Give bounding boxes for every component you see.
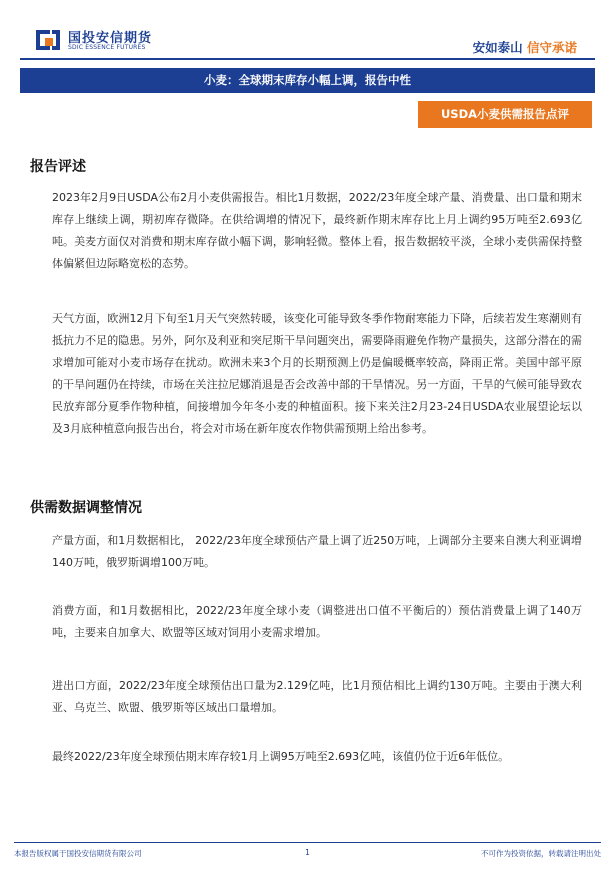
footer-divider: [14, 842, 601, 843]
adjustment-paragraph-trade: 进出口方面，2022/23年度全球预估出口量为2.129亿吨，比1月预估相比上调约130万吨。主要由于澳大利亚、乌克兰、欧盟、俄罗斯等区域出口量增加。: [52, 679, 582, 714]
report-title-bar: 小麦：全球期末库存小幅上调，报告中性: [20, 68, 595, 93]
section-title-review: 报告评述: [30, 159, 86, 175]
company-slogan: [473, 38, 577, 56]
review-paragraph-2: 天气方面，欧洲12月下旬至1月天气突然转暖，该变化可能导致冬季作物耐寒能力下降，后续若发生寒潮则有抵抗力不足的隐患。另外，阿尔及利亚和突尼斯干旱问题突出，需要降雨避免作物产量损失，这部分潜在的需求增加可能对小麦市场存在扰动。欧洲未来3个月的长期预测上仍是偏暖概率较高，降雨正常。美国中部平原的干旱问题仍在持续，市场在关注拉尼娜消退是否会改善中部的干旱情况。另一方面，干旱的气候可能导致农民放弃部分夏季作物种植，间接增加今年冬小麦的种植面积。接下来关注2月23-24日USDA农业展望论坛以及3月底种植意向报告出台，将会对市场在新年度农作物供需预期上给出参考。: [52, 312, 582, 435]
adjustment-paragraph-production: 产量方面，和1月数据相比， 2022/23年度全球预估产量上调了近250万吨，上调部分主要来自澳大利亚调增140万吨，俄罗斯调增100万吨。: [52, 534, 582, 569]
slogan-part-2: 信守承诺: [526, 40, 577, 55]
report-type-tag: USDA小麦供需报告点评: [418, 101, 592, 128]
company-name-en: SDIC ESSENCE FUTURES: [68, 44, 146, 51]
adjustment-paragraph-stocks: 最终2022/23年度全球预估期末库存较1月上调95万吨至2.693亿吨，该值仍位于近6年低位。: [52, 750, 510, 763]
company-name-cn: 国投安信期货: [68, 31, 153, 46]
footer-disclaimer: 不可作为投资依据，转载请注明出处: [481, 849, 601, 858]
slogan-part-1: 安如泰山: [472, 40, 523, 55]
page-header: [0, 0, 615, 60]
header-divider: [20, 58, 595, 60]
section-title-adjustments: 供需数据调整情况: [30, 500, 142, 516]
company-logo-icon: [34, 26, 62, 52]
adjustment-paragraph-consumption: 消费方面，和1月数据相比，2022/23年度全球小麦（调整进出口值不平衡后的）预估消费量上调了140万吨，主要来自加拿大、欧盟等区域对饲用小麦需求增加。: [52, 604, 582, 639]
page-number: 1: [305, 848, 310, 857]
review-paragraph-1: 2023年2月9日USDA公布2月小麦供需报告。相比1月数据，2022/23年度全球产量、消费量、出口量和期末库存上继续上调，期初库存微降。在供给调增的情况下，最终新作期末库存比上月上调约95万吨至2.693亿吨。美麦方面仅对消费和期末库存做小幅下调，影响轻微。整体上看，报告数据较平淡，全球小麦供需保持整体偏紧但边际略宽松的态势。: [52, 191, 582, 270]
footer-copyright: 本报告版权属于国投安信期货有限公司: [14, 849, 142, 858]
